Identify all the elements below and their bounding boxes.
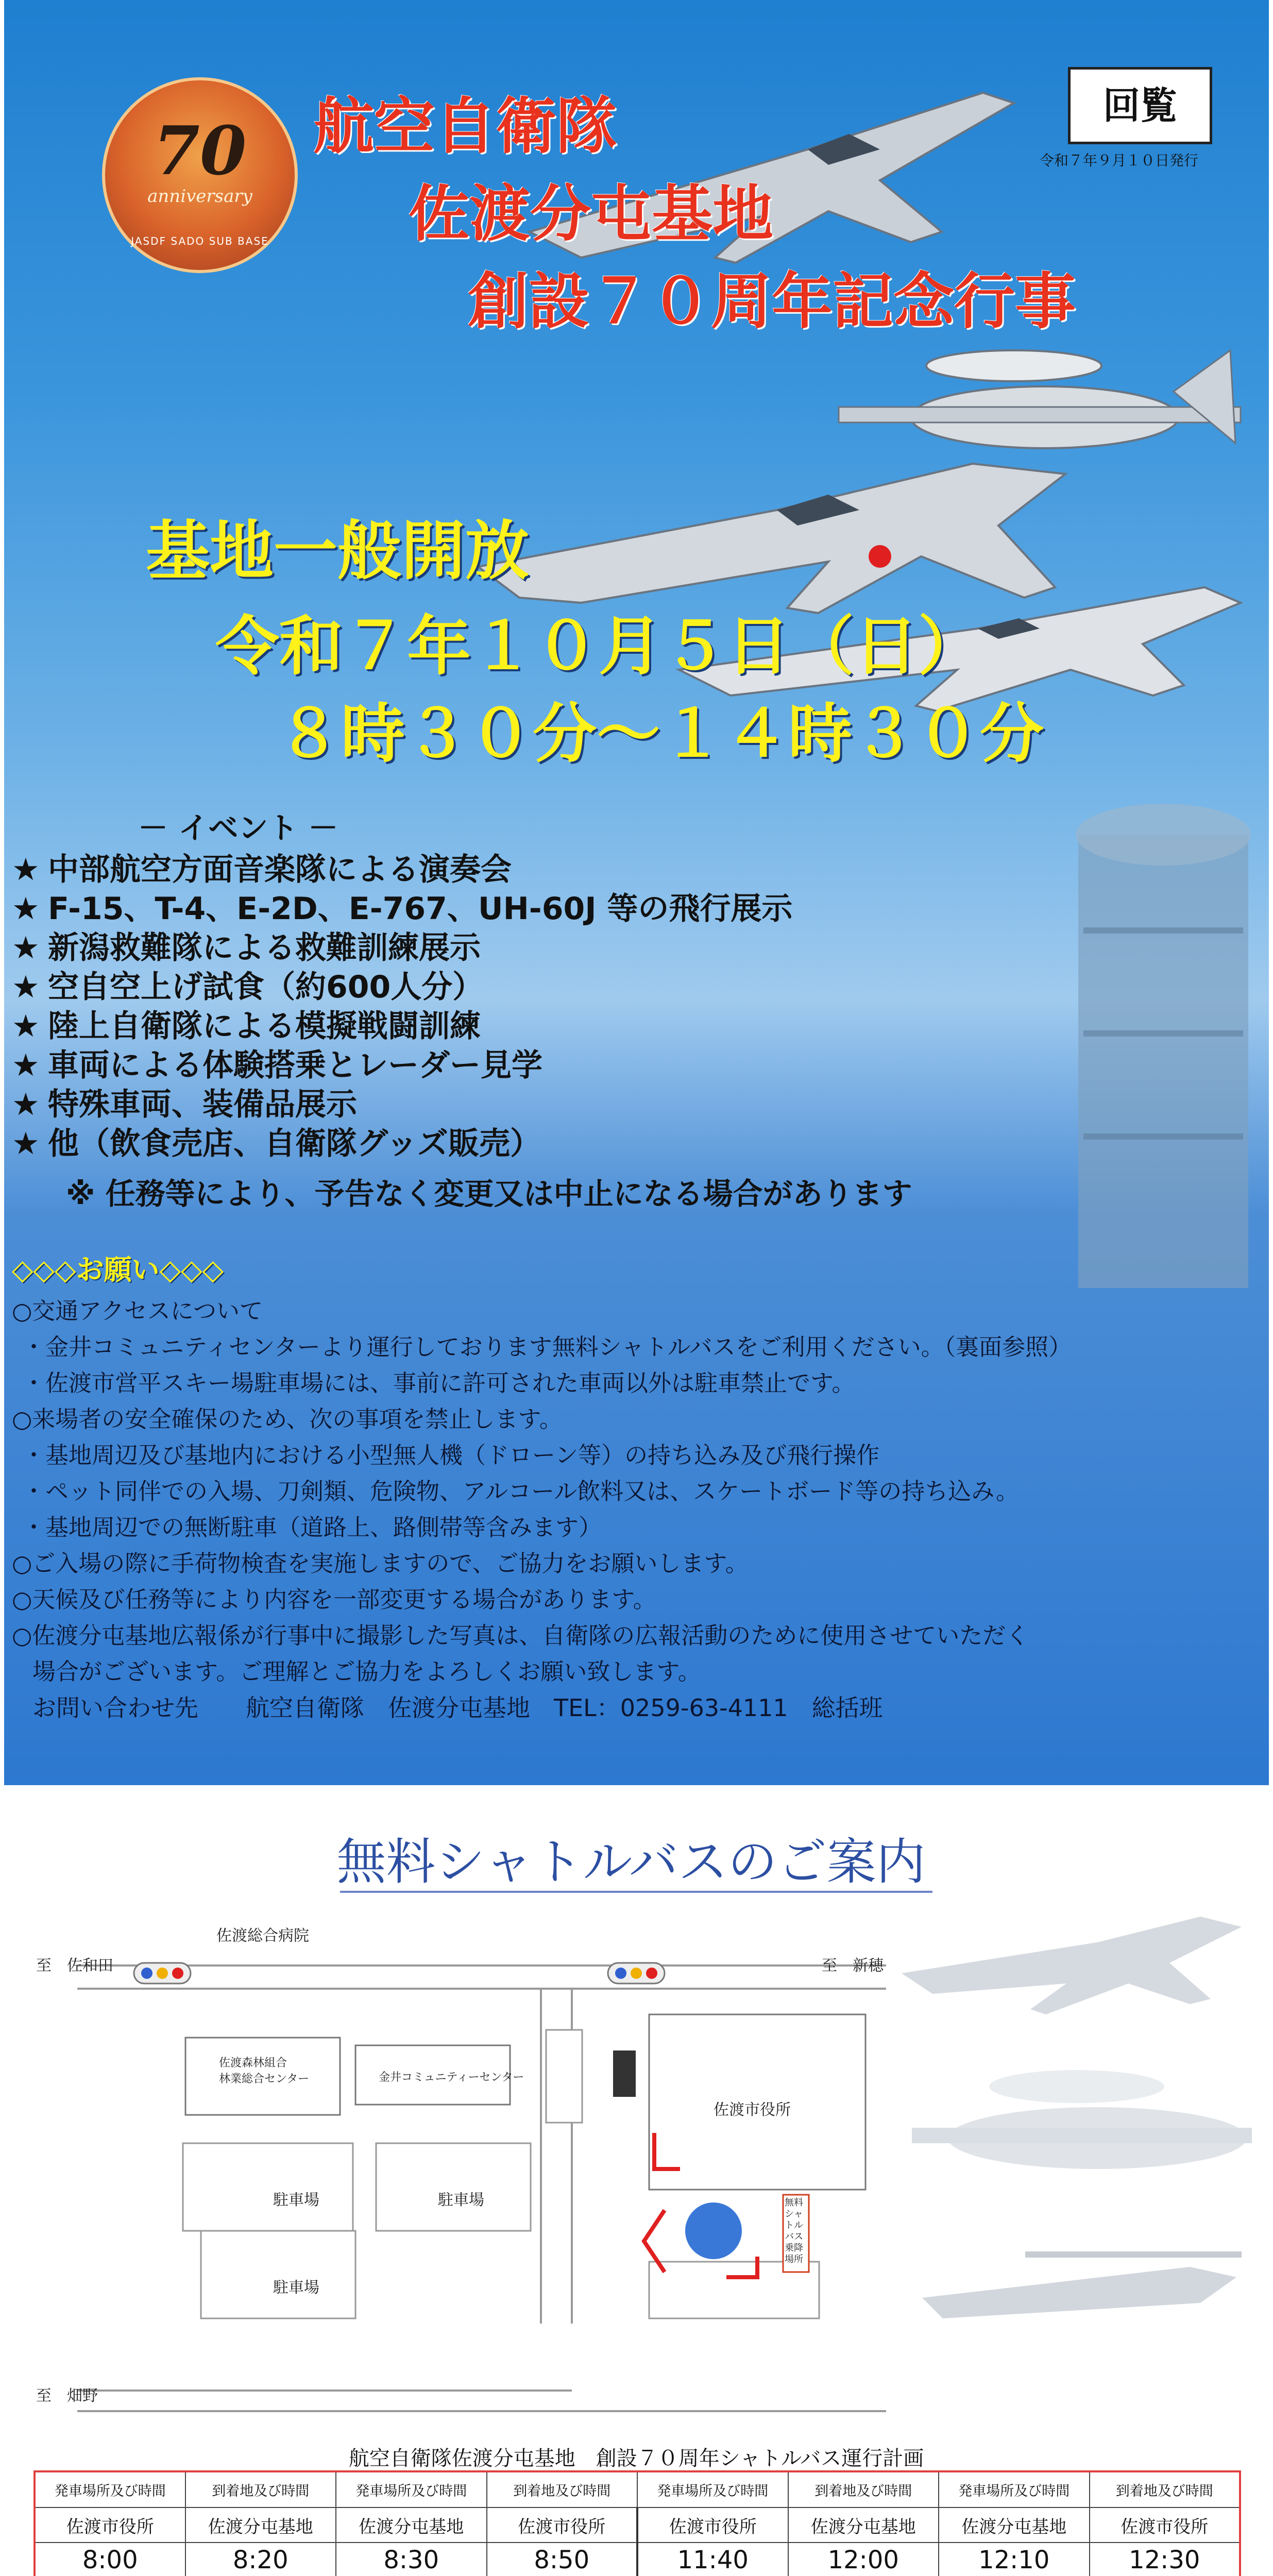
place-cell: 佐渡市役所 (1090, 2507, 1241, 2543)
emblem-ring-text: JASDF SADO SUB BASE (131, 235, 269, 247)
event-item (12, 850, 792, 889)
map-city-office-label: 佐渡市役所 (714, 2101, 791, 2119)
radar-tower-image (908, 773, 1269, 1288)
title-line-2: 佐渡分屯基地 (409, 178, 774, 249)
event-item (12, 1085, 792, 1124)
event-item (12, 1007, 792, 1046)
time-cell: 8:00 (35, 2543, 185, 2576)
event-text: 車両による体験搭乗とレーダー見学 (48, 1047, 542, 1083)
place-row (35, 2507, 1240, 2543)
time-cell: 8:50 (487, 2543, 638, 2576)
aircraft-background-image (881, 1896, 1257, 2463)
star-icon: ★ (12, 852, 40, 888)
place-cell: 佐渡市役所 (35, 2507, 185, 2543)
table-row (35, 2543, 1240, 2576)
star-icon: ★ (12, 930, 40, 966)
time-cell: 12:30 (1090, 2543, 1241, 2576)
event-text: 中部航空方面音楽隊による演奏会 (48, 852, 512, 888)
request-item: ○交通アクセスについて (12, 1297, 263, 1325)
request-section (12, 1247, 1264, 1726)
request-item: ・佐渡市営平スキー場駐車場には、事前に許可された車両以外は駐車禁止です。 (22, 1369, 855, 1397)
shuttle-title: 無料シャトルバスのご案内 (336, 1833, 926, 1891)
place-cell: 佐渡分屯基地 (185, 2507, 336, 2543)
map-parking-label: 駐車場 (273, 2279, 319, 2297)
time-cell: 8:20 (185, 2543, 336, 2576)
star-icon: ★ (12, 1126, 40, 1162)
map-community-label: 金井コミュニティーセンター (379, 2071, 524, 2084)
event-text: 特殊車両、装備品展示 (48, 1087, 357, 1123)
column-header: 発車場所及び時間 (939, 2471, 1090, 2507)
request-item: ○ご入場の際に手荷物検査を実施しますので、ご協力をお願いします。 (12, 1550, 749, 1577)
poster-page (4, 0, 1269, 1785)
request-item: 場合がございます。ご理解とご協力をよろしくお願い致します。 (32, 1658, 701, 1685)
place-cell: 佐渡市役所 (637, 2507, 788, 2543)
map-coop-label: 佐渡森林組合 林業総合センター (219, 2057, 310, 2086)
map-hospital-label: 佐渡総合病院 (216, 1927, 309, 1945)
event-item (12, 1046, 792, 1085)
request-item: ・基地周辺及び基地内における小型無人機（ドローン等）の持ち込み及び飛行操作 (22, 1442, 880, 1469)
request-heading: ◇◇◇お願い◇◇◇ (12, 1253, 224, 1286)
column-header: 到着地及び時間 (487, 2471, 638, 2507)
request-item: ○佐渡分屯基地広報係が行事中に撮影した写真は、自衛隊の広報活動のために使用させていただく (12, 1622, 1029, 1649)
star-icon: ★ (12, 1047, 40, 1083)
time-cell: 12:10 (939, 2543, 1090, 2576)
shuttle-timetable (33, 2470, 1241, 2576)
place-cell: 佐渡分屯基地 (788, 2507, 939, 2543)
request-item: ・基地周辺での無断駐車（道路上、路側帯等含みます） (22, 1514, 602, 1541)
column-header: 発車場所及び時間 (35, 2471, 185, 2507)
event-text: 陸上自衛隊による模擬戦闘訓練 (48, 1008, 481, 1044)
title-line-3: 創設７０周年記念行事 (468, 266, 1076, 337)
table-caption: 航空自衛隊佐渡分屯基地 創設７０周年シャトルバス運行計画 (348, 2447, 924, 2470)
timetable-body (35, 2507, 1240, 2576)
contact-line: お問い合わせ先 航空自衛隊 佐渡分屯基地 TEL：0259-63-4111 総括班 (32, 1694, 883, 1722)
place-cell: 佐渡市役所 (487, 2507, 638, 2543)
event-item (12, 1124, 792, 1163)
column-header: 発車場所及び時間 (637, 2471, 788, 2507)
event-text: 新潟救難隊による救難訓練展示 (48, 930, 481, 966)
column-header: 発車場所及び時間 (336, 2471, 487, 2507)
map-bus-stop-label: 無料シャトルバス乗降場所 (785, 2197, 803, 2265)
request-item: ・金井コミュニティセンターより運行しております無料シャトルバスをご利用ください。（裏面参照） (22, 1333, 1072, 1361)
place-cell: 佐渡分屯基地 (939, 2507, 1090, 2543)
time-cell: 12:00 (788, 2543, 939, 2576)
star-icon: ★ (12, 891, 40, 927)
request-item: ・ペット同伴での入場、刀剣類、危険物、アルコール飲料又は、スケートボード等の持ち込み。 (22, 1478, 1020, 1505)
shuttle-page (15, 1819, 1257, 2576)
open-house-hours: ８時３０分～１４時３０分 (277, 697, 1044, 771)
map-direction-sawata: 至 佐和田 (36, 1957, 113, 1975)
time-cell: 8:30 (336, 2543, 487, 2576)
map-direction-hatano: 至 畑野 (36, 2387, 98, 2405)
place-cell: 佐渡分屯基地 (336, 2507, 487, 2543)
request-item: ○来場者の安全確保のため、次の事項を禁止します。 (12, 1405, 563, 1433)
map-direction-niibo: 至 新穂 (822, 1957, 884, 1975)
title-line-1: 航空自衛隊 (313, 91, 618, 162)
title-underline (340, 1891, 932, 1893)
timetable-header-row (35, 2471, 1240, 2507)
map-parking-label: 駐車場 (438, 2191, 484, 2209)
emblem-subtitle: anniversary (147, 186, 252, 207)
star-icon: ★ (12, 1008, 40, 1044)
column-header: 到着地及び時間 (1090, 2471, 1241, 2507)
event-list (12, 850, 792, 1163)
event-note: ※ 任務等により、予告なく変更又は中止になる場合があります (66, 1176, 912, 1211)
access-map (15, 1901, 902, 2427)
circulation-stamp: 回覧 (1068, 67, 1212, 144)
open-house-title: 基地一般開放 (146, 514, 530, 588)
request-list (12, 1293, 1264, 1690)
event-text: 空自空上げ試食（約600人分） (48, 969, 484, 1005)
emblem-number: 70 (153, 111, 247, 190)
issue-date: 令和７年９月１０日発行 (1040, 152, 1199, 169)
time-cell: 11:40 (637, 2543, 788, 2576)
event-item (12, 928, 792, 968)
event-text: F-15、T-4、E-2D、E-767、UH-60J 等の飛行展示 (48, 891, 793, 927)
anniversary-emblem (102, 77, 298, 273)
column-header: 到着地及び時間 (788, 2471, 939, 2507)
star-icon: ★ (12, 1087, 40, 1123)
event-item (12, 889, 792, 928)
star-icon: ★ (12, 969, 40, 1005)
request-item: ○天候及び任務等により内容を一部変更する場合があります。 (12, 1586, 656, 1613)
map-parking-label: 駐車場 (273, 2191, 319, 2209)
event-text: 他（飲食売店、自衛隊グッズ販売） (48, 1126, 541, 1162)
event-item (12, 968, 792, 1007)
open-house-date: 令和７年１０月５日（日） (215, 609, 982, 684)
column-header: 到着地及び時間 (185, 2471, 336, 2507)
event-heading: － イベント － (138, 810, 338, 845)
